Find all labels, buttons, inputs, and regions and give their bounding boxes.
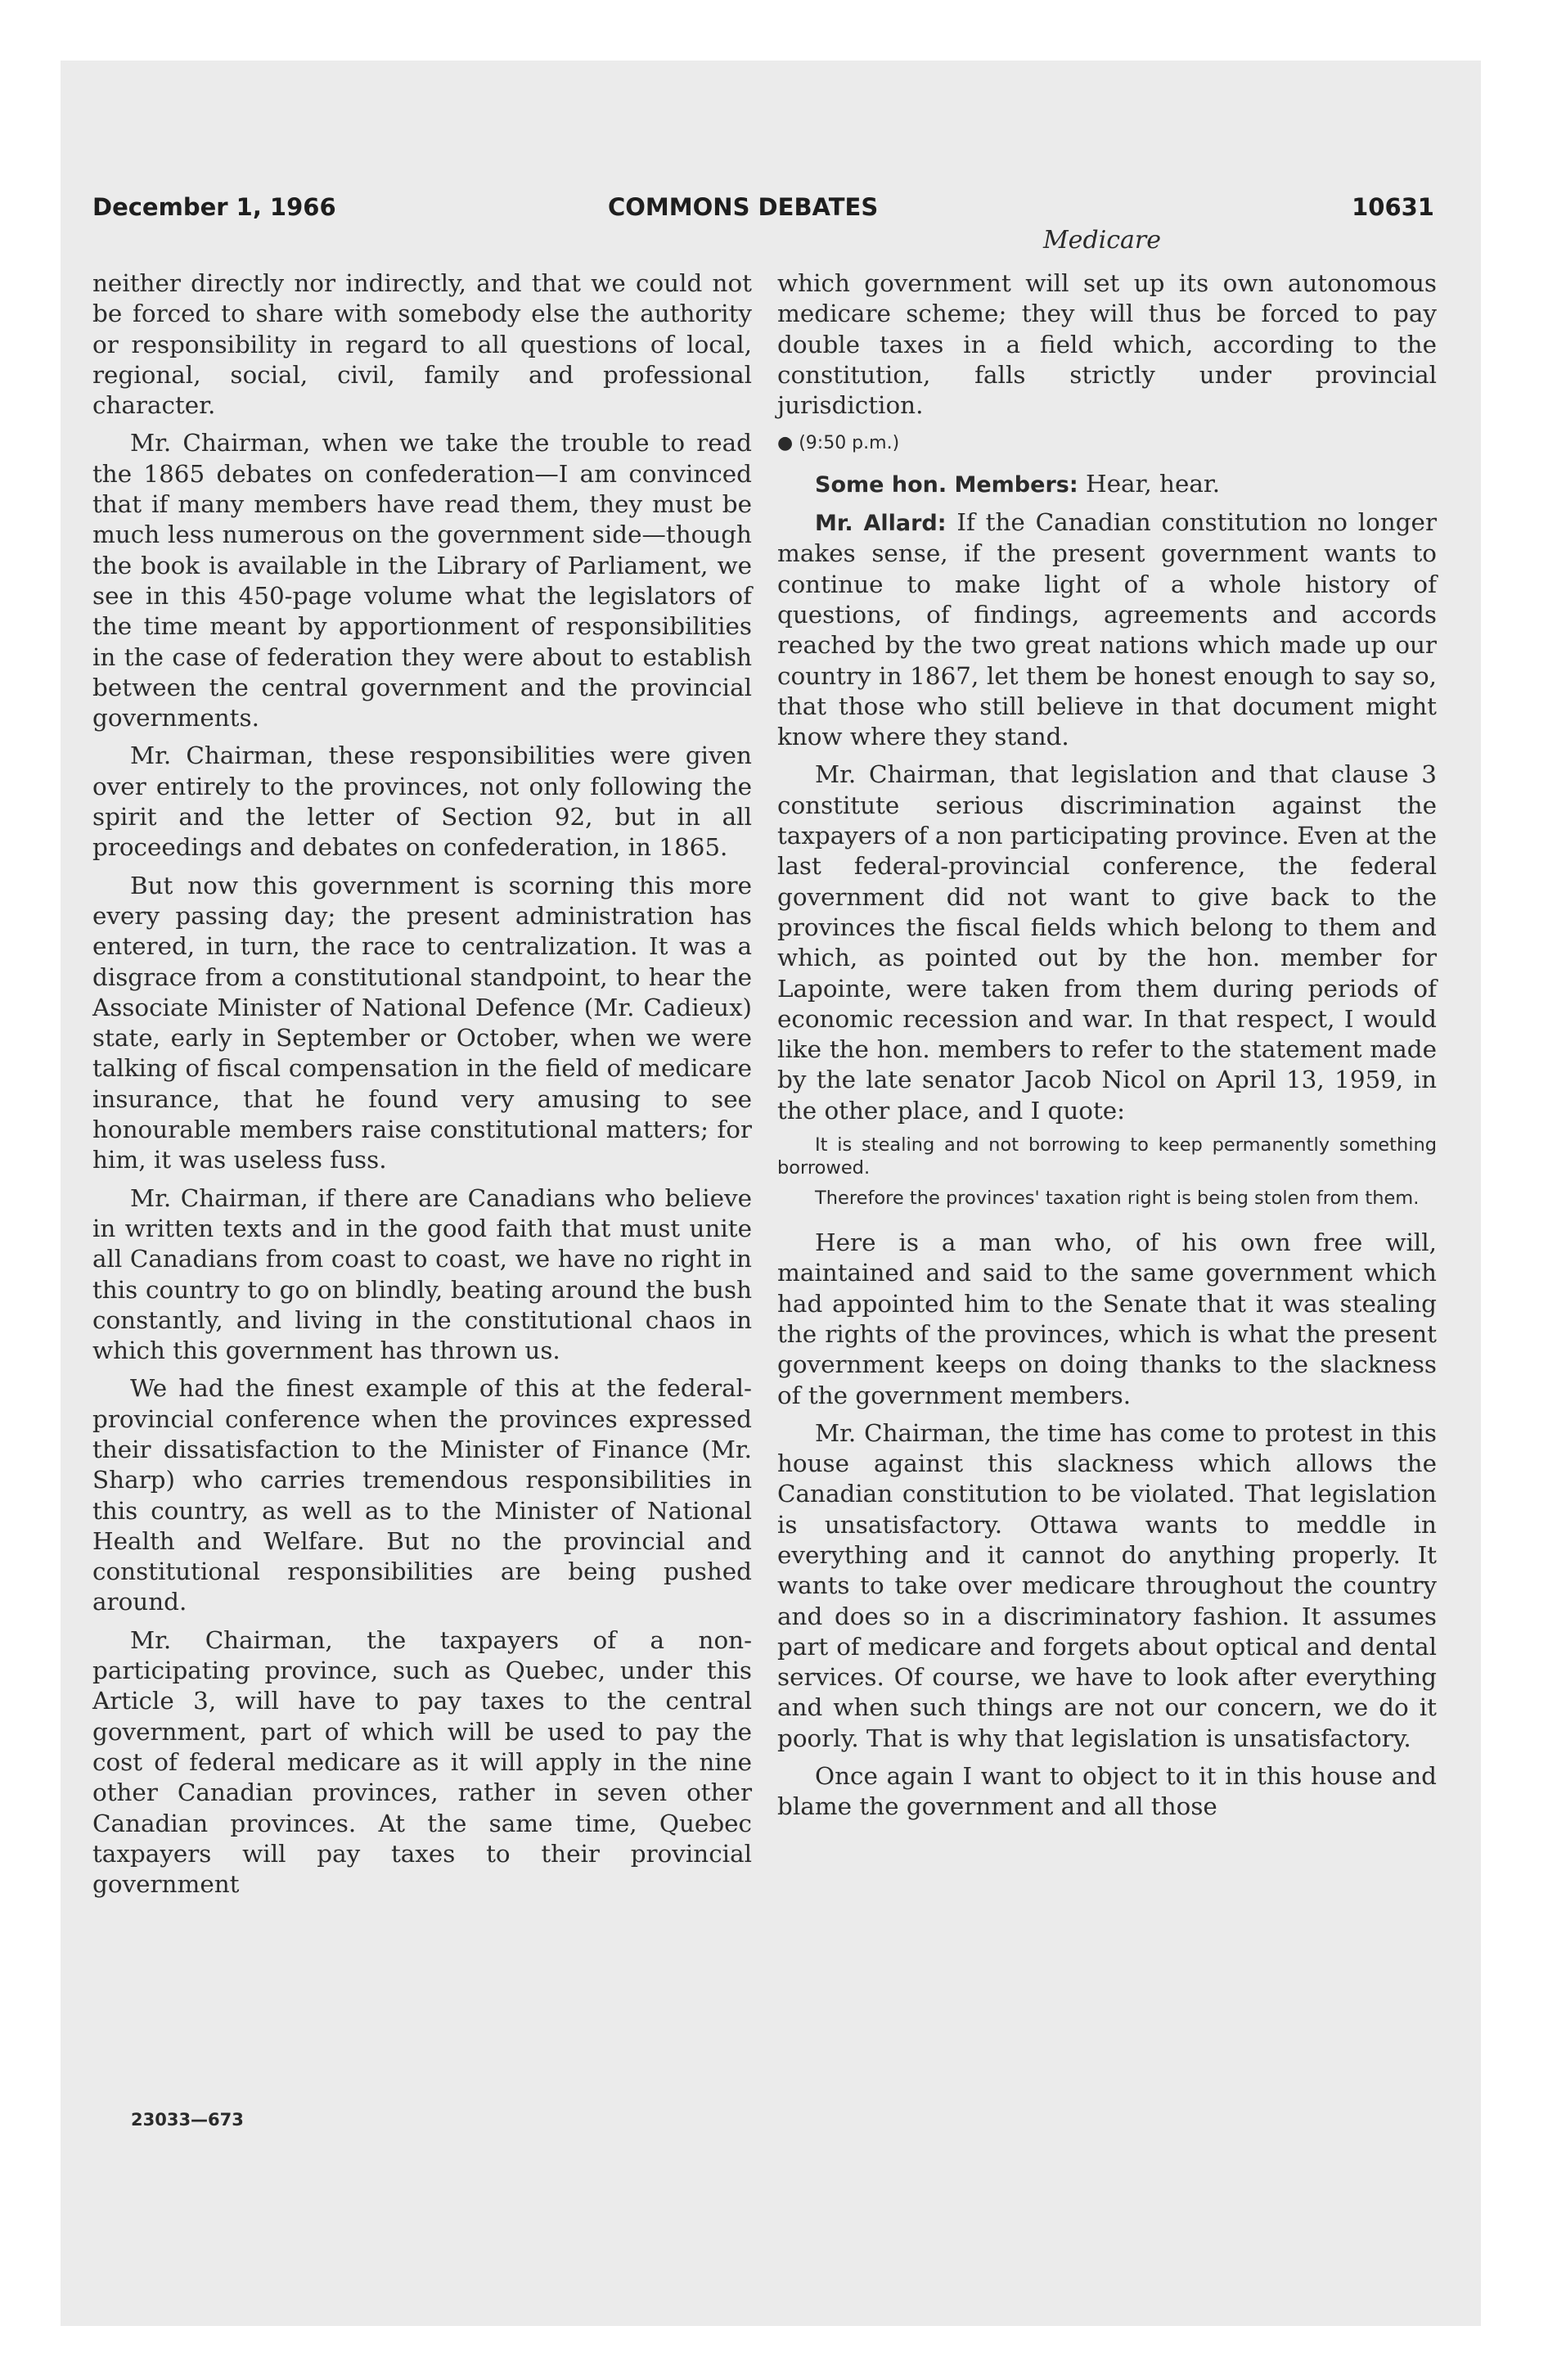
paragraph: Once again I want to object to it in this house and blame the government and all those [777, 1762, 1437, 1821]
time-stamp: (9:50 p.m.) [799, 433, 900, 454]
speech-text: If the Canadian constitution no longer makes sense, if the present government wants to continue to make light of a whole history of questions, of findings, agreements and accords reached by the two great nations which made up our country in 1867, let them be honest enough to say so, that those who still believe in that document might know where they stand. [777, 508, 1437, 751]
paragraph: Mr. Chairman, the time has come to protest in this house against this slackness which allows the Canadian constitution to be violated. That legislation is unsatisfactory. Ottawa wants to meddle in everything and it cannot do anything properly. It wants to take over medicare throughout the country and does so in a discriminatory fashion. It assumes part of medicare and forgets about optical and dental services. Of course, we have to look after everything and when such things are not our concern, we do it poorly. That is why that legislation is unsatisfactory. [777, 1418, 1437, 1752]
paragraph: Mr. Chairman, the taxpayers of a non-participating province, such as Quebec, under this Article 3, will have to pay taxes to the central government, part of which will be used to pay the cost of federal medicare as it will apply in the nine other Canadian provinces, rather in seven other Canadian provinces. At the same time, Quebec taxpayers will pay taxes to their provincial government [92, 1625, 752, 1899]
paragraph: neither directly nor indirectly, and that we could not be forced to share with somebody else the authority or responsibility in regard to all questions of local, regional, social, civil, family and professional character. [92, 269, 752, 420]
paragraph: which government will set up its own autonomous medicare scheme; they will thus be forced to pay double taxes in a field which, according to the constitution, falls strictly under provincial jurisdiction. [777, 269, 1437, 420]
bullet-icon: ● [777, 433, 794, 454]
paragraph: Mr. Chairman, that legislation and that clause 3 constitute serious discrimination against the taxpayers of a non participating province. Even at the last federal-provincial conference, the federal government did not want to give back to the provinces the fiscal fields which belong to them and which, as pointed out by the hon. member for Lapointe, were taken from them during periods of economic recession and war. In that respect, I would like the hon. members to refer to the statement made by the late senator Jacob Nicol on April 13, 1959, in the other place, and I quote: [777, 760, 1437, 1125]
speaker-name: Mr. Allard: [815, 511, 947, 537]
paragraph: But now this government is scorning this more every passing day; the present administration has entered, in turn, the race to centralization. It was a disgrace from a constitutional standpoint, to hear the Associate Minister of National Defence (Mr. Cadieux) state, early in September or October, when we were talking of fiscal compensation in the field of medicare insurance, that he found very amusing to see honourable members raise constitutional matters; for him, it was useless fuss. [92, 871, 752, 1174]
speech-paragraph [777, 507, 1437, 752]
header-page-number: 10631 [1352, 193, 1434, 221]
interjection [777, 469, 1437, 500]
header-date: December 1, 1966 [92, 193, 336, 221]
right-column [777, 268, 1437, 1830]
interjection-text: Hear, hear. [1085, 469, 1221, 498]
paragraph: Here is a man who, of his own free will, maintained and said to the same government which had appointed him to the Senate that it was stealing the rights of the provinces, which is what the present government keeps on doing thanks to the slackness of the government members. [777, 1228, 1437, 1409]
footer-code: 23033—673 [131, 2110, 244, 2130]
block-quote: Therefore the provinces' taxation right is being stolen from them. [815, 1188, 1420, 1210]
speaker-name: Some hon. Members: [815, 471, 1078, 498]
left-column [92, 268, 752, 1907]
paragraph: Mr. Chairman, when we take the trouble to read the 1865 debates on confederation—I am convinced that if many members have read them, they must be much less numerous on the government side—though the book is available in the Library of Parliament, we see in this 450-page volume what the legislators of the time meant by apportionment of responsibilities in the case of federation they were about to establish between the central government and the provincial governments. [92, 429, 752, 732]
paragraph: Mr. Chairman, these responsibilities were given over entirely to the provinces, not only following the spirit and the letter of Section 92, but in all proceedings and debates on confederation, in 1865. [92, 741, 752, 862]
paragraph: We had the finest example of this at the federal-provincial conference when the provinces expressed their dissatisfaction to the Minister of Finance (Mr. Sharp) who carries tremendous responsibilities in this country, as well as to the Minister of National Health and Welfare. But no the provincial and constitutional responsibilities are being pushed around. [92, 1374, 752, 1616]
paragraph: Mr. Chairman, if there are Canadians who believe in written texts and in the good faith that must unite all Canadians from coast to coast, we have no right in this country to go on blindly, beating around the bush constantly, and living in the constitutional chaos in which this government has thrown us. [92, 1183, 752, 1365]
header-publication: COMMONS DEBATES [608, 193, 879, 221]
section-subhead: Medicare [1042, 226, 1162, 255]
block-quote: It is stealing and not borrowing to keep permanently something borrowed. [777, 1134, 1437, 1179]
time-stamp-line [777, 428, 1437, 458]
page-header [92, 193, 1434, 229]
